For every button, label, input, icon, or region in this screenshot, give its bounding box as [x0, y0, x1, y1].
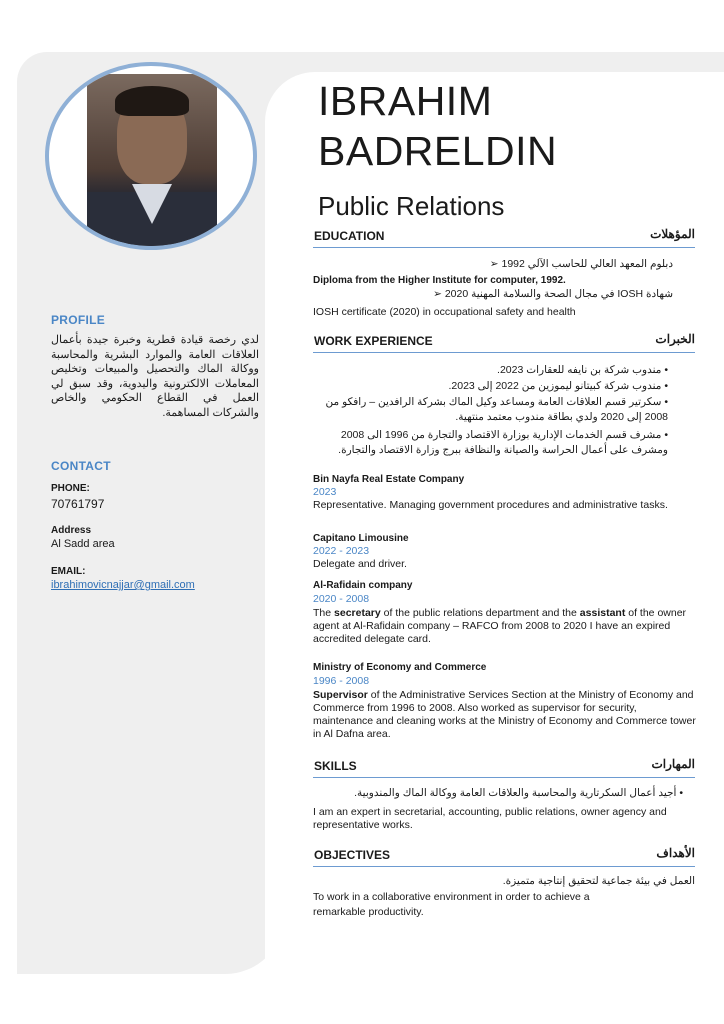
address-value: Al Sadd area: [51, 538, 115, 550]
profile-photo-frame: [45, 62, 257, 250]
first-name: IBRAHIM: [318, 78, 493, 124]
objectives-heading: OBJECTIVES: [314, 848, 391, 862]
skills-section-header: [313, 759, 695, 778]
phone-label: PHONE:: [51, 483, 90, 494]
work-heading-ar: الخبرات: [655, 332, 695, 346]
education-heading: EDUCATION: [314, 229, 385, 243]
job-3-desc: The secretary of the public relations department and the assistant of the owner agent at Al-Rafidain company – RAFCO from 2008 to 2020 I have an expired accredited delegate card.: [313, 607, 687, 645]
objectives-section-header: [313, 848, 695, 867]
work-section-header: [313, 334, 695, 353]
education-section-header: [313, 229, 695, 248]
job-1-company: Bin Nayfa Real Estate Company: [313, 474, 465, 485]
last-name: BADRELDIN: [318, 128, 558, 174]
email-link[interactable]: ibrahimovicnajjar@gmail.com: [51, 579, 195, 591]
job-1-dates: 2023: [313, 486, 337, 498]
job-3-dates: 2020 - 2008: [313, 593, 370, 605]
objectives-en: To work in a collaborative environment in order to achieve a remarkable productivity.: [313, 891, 590, 918]
email-label: EMAIL:: [51, 566, 86, 577]
job-3-company: Al-Rafidain company: [313, 580, 413, 591]
job-4-desc: Supervisor of the Administrative Services Section at the Ministry of Economy and Commerce from 1996 to 2008. Also worked as supervisor for security, maintenance and cleaning works at the Ministry of Economy and Commerce tower in Al Dafna area.: [313, 689, 696, 740]
skills-en: I am an expert in secretarial, accounting, public relations, owner agency and representative works.: [313, 806, 667, 831]
skills-ar: • أجيد أعمال السكرتارية والمحاسبة والعلاقات العامة ووكالة الماك والمندوبية.: [354, 787, 683, 799]
contact-heading: CONTACT: [51, 459, 111, 473]
education-heading-ar: المؤهلات: [650, 227, 695, 241]
phone-value: 70761797: [51, 497, 105, 511]
education-item-2-ar: شهادة IOSH في مجال الصحة والسلامة المهنية 2020 ➢: [433, 288, 673, 300]
job-2-dates: 2022 - 2023: [313, 545, 370, 557]
job-title: Public Relations: [318, 191, 505, 221]
skills-heading-ar: المهارات: [651, 757, 695, 771]
arrow-bullet-icon: ➢: [433, 288, 442, 300]
job-2-desc: Delegate and driver.: [313, 558, 407, 570]
education-item-2-en: IOSH certificate (2020) in occupational safety and health: [313, 306, 576, 318]
work-ar-item-3: • سكرتير قسم العلاقات العامة ومساعد وكيل الماك بشركة الرافدين – رافكو من 2008 إلى 2020 ولدي بطاقة مندوب معتمد منتهية.: [325, 396, 668, 423]
work-heading: WORK EXPERIENCE: [314, 334, 433, 348]
arrow-bullet-icon: ➢: [489, 258, 499, 270]
job-1-desc: Representative. Managing government procedures and administrative tasks.: [313, 499, 668, 511]
profile-heading: PROFILE: [51, 313, 106, 327]
job-2-company: Capitano Limousine: [313, 533, 409, 544]
education-item-1-en: Diploma from the Higher Institute for computer, 1992.: [313, 275, 566, 286]
address-label: Address: [51, 525, 92, 536]
objectives-ar: العمل في بيئة جماعية لتحقيق إنتاجية متميزة.: [502, 875, 695, 887]
work-ar-item-2: • مندوب شركة كبيتانو ليموزين من 2022 إلى 2023.: [448, 380, 668, 392]
work-ar-item-1: • مندوب شركة بن نايفه للعقارات 2023.: [497, 364, 668, 376]
education-item-1-ar: دبلوم المعهد العالي للحاسب الآلي 1992 ➢: [489, 258, 673, 270]
work-ar-item-4: • مشرف قسم الخدمات الإدارية بوزارة الاقتصاد والتجارة من 1996 الى 2008 ومشرف على أعمال الحراسة والصيانة والنظافة ببرج وزارة الاقتصاد والتجارة.: [338, 429, 668, 456]
skills-heading: SKILLS: [314, 759, 357, 773]
profile-photo: [87, 74, 217, 246]
job-4-company: Ministry of Economy and Commerce: [313, 662, 487, 673]
objectives-heading-ar: الأهداف: [656, 846, 695, 860]
job-4-dates: 1996 - 2008: [313, 675, 370, 687]
profile-text: لدي رخصة قيادة قطرية وخبرة جيدة بأعمال العلاقات العامة والموارد البشرية والمحاسبة ووكالة الماك والتحصيل والمبيعات وتخليص المعاملات الالكترونية واليدوية، وقد سبق لي العمل في القطاع الحكومي والخاص والشركات المساهمة.: [51, 334, 259, 419]
person-name: [318, 76, 557, 176]
